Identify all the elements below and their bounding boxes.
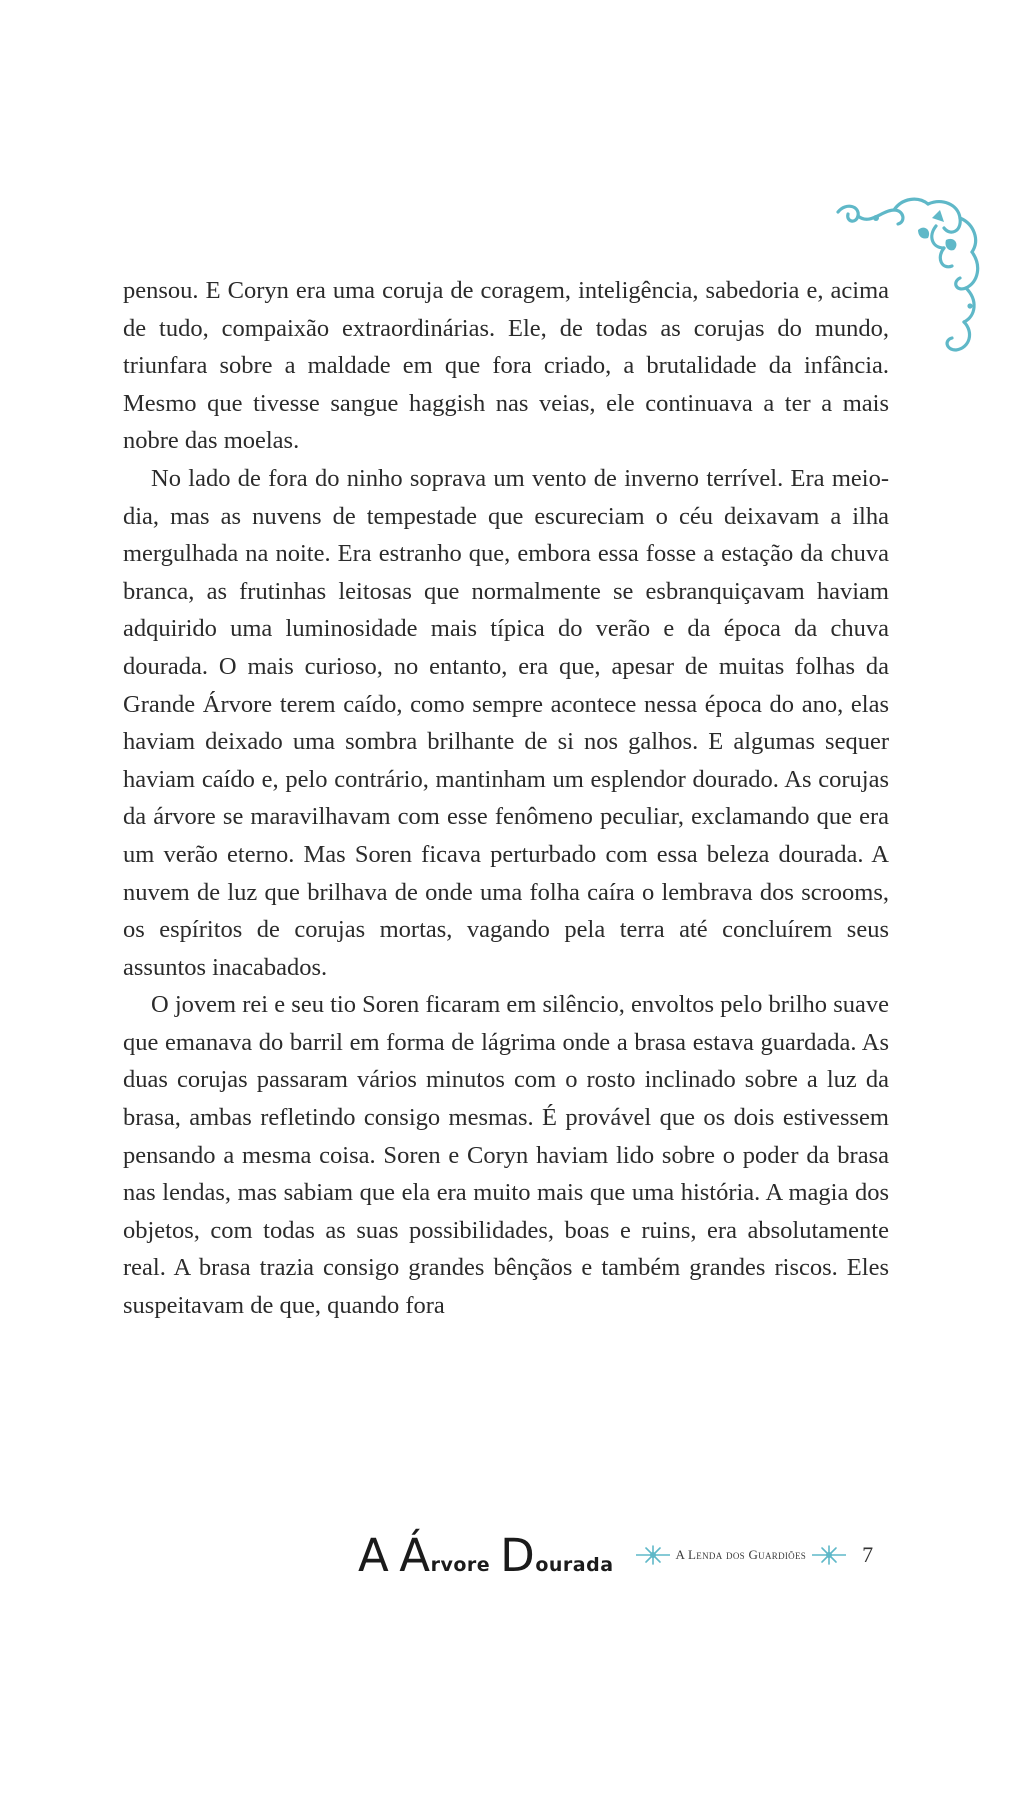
series-title: A Lenda dos Guardiões [675,1547,807,1562]
paragraph: pensou. E Coryn era uma coruja de coragem, inteligência, sabedoria e, acima de tudo, compaixão extraordinárias. Ele, de todas as corujas do mundo, triunfara sobre a maldade em que fora criado, a brutalidade da infância. Mesmo que tivesse sangue haggish nas veias, ele continuava a ter a mais nobre das moelas. [123,277,889,455]
page-number: 7 [862,1542,874,1567]
title-letter: Á [399,1528,431,1582]
title-word: rvore [430,1553,491,1576]
paragraph: O jovem rei e seu tio Soren ficaram em silêncio, envoltos pelo brilho suave que emanava do barril em forma de lágrima onde a brasa estava guardada. As duas corujas passaram vários minutos com o rosto inclinado sobre a luz da brasa, ambas refletindo consigo mesmas. É provável que os dois estivessem pensando a mesma coisa. Soren e Coryn haviam lido sobre o poder da brasa nas lendas, mas sabiam que ela era muito mais que uma história. A magia dos objetos, com todas as suas possibilidades, boas e ruins, era absolutamente real. A brasa trazia consigo grandes bênçãos e também grandes riscos. Eles suspeitavam de que, quando fora [123,991,889,1320]
title-letter: A [358,1528,390,1582]
book-title [358,1529,614,1582]
title-word: ourada [535,1553,614,1576]
snowflake-icon [812,1545,846,1565]
body-text [123,272,889,1325]
title-letter: D [500,1528,536,1582]
snowflake-icon [636,1545,670,1565]
running-footer [358,1525,873,1585]
paragraph: No lado de fora do ninho soprava um vento de inverno terrível. Era meio-dia, mas as nuvens de tempestade que escureciam o céu deixavam a ilha mergulhada na noite. Era estranho que, embora essa fosse a estação da chuva branca, as frutinhas leitosas que normalmente se esbranquiçavam haviam adquirido uma luminosidade mais típica do verão e da época da chuva dourada. O mais curioso, no entanto, era que, apesar de muitas folhas da Grande Árvore terem caído, como sempre acontece nessa época do ano, elas haviam deixado uma sombra brilhante de si nos galhos. E algumas sequer haviam caído e, pelo contrário, mantinham um esplendor dourado. As corujas da árvore se maravilhavam com esse fenômeno peculiar, exclamando que era um verão eterno. Mas Soren ficava perturbado com essa beleza dourada. A nuvem de luz que brilhava de onde uma folha caíra o lembrava dos scrooms, os espíritos de corujas mortas, vagando pela terra até concluírem seus assuntos inacabados. [123,464,889,981]
